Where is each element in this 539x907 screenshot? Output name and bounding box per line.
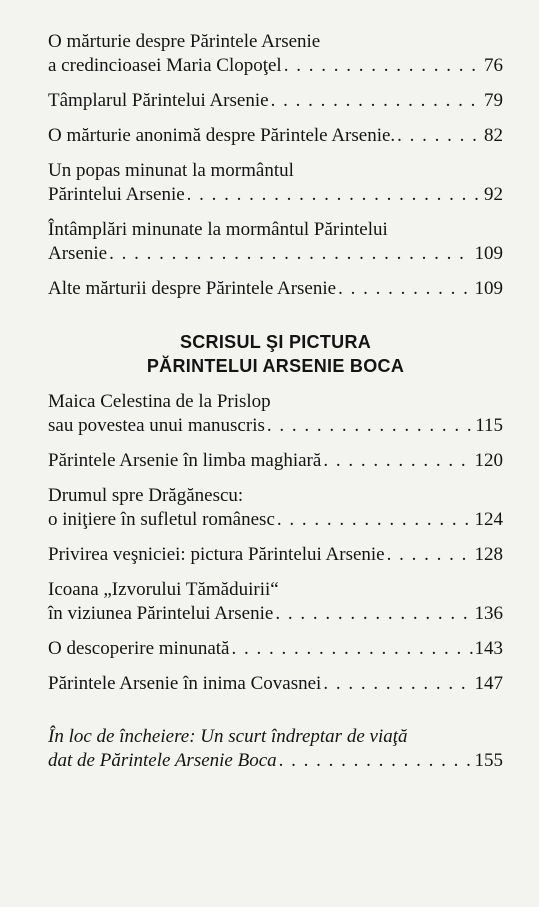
page-number: 124 [474, 509, 503, 530]
page-number: 136 [474, 603, 503, 624]
toc-entry [48, 218, 503, 266]
page-number: 143 [474, 638, 503, 659]
toc-entry [48, 390, 503, 438]
toc-entry [48, 89, 503, 113]
dot-leader [231, 637, 472, 661]
dot-leader [338, 277, 472, 301]
dot-leader [267, 414, 473, 438]
dot-leader [323, 449, 472, 473]
toc-entry-title-line: O descoperire minunată [48, 638, 230, 659]
toc-entry [48, 672, 503, 696]
toc-entry [48, 30, 503, 78]
dot-leader [323, 672, 472, 696]
toc-entry [48, 543, 503, 567]
toc-entry-closing [48, 725, 503, 773]
toc-entry-title-line: Alte mărturii despre Părintele Arsenie [48, 278, 337, 299]
page-number: 92 [484, 184, 503, 205]
toc-entry-title-line: Privirea veşniciei: pictura Părintelui Arsenie [48, 544, 385, 565]
dot-leader [277, 508, 473, 532]
toc-entry-title-line: Părintele Arsenie în inima Covasnei [48, 673, 322, 694]
toc-entry [48, 637, 503, 661]
toc-entry-title-line: o iniţiere în sufletul românesc [48, 509, 275, 530]
section-heading [48, 330, 503, 378]
toc-entry-title-line: Întâmplări minunate la mormântul Părintelui [48, 219, 388, 240]
toc-entry [48, 277, 503, 301]
toc-entry-title-line: Un popas minunat la mormântul [48, 160, 294, 181]
page-number: 147 [474, 673, 503, 694]
toc-entry [48, 159, 503, 207]
page-number: 109 [474, 278, 503, 299]
toc-entry [48, 449, 503, 473]
toc-entry-title-line: Părintelui Arsenie [48, 184, 185, 205]
page-number: 155 [474, 750, 503, 771]
page-number: 115 [475, 415, 503, 436]
toc-entry-title-line: O mărturie despre Părintele Arsenie [48, 31, 321, 52]
toc-entry-title-line: O mărturie anonimă despre Părintele Arsenie. [48, 125, 396, 146]
dot-leader [279, 749, 473, 773]
section-heading-line: PĂRINTELUI ARSENIE BOCA [146, 356, 405, 376]
toc-entry [48, 124, 503, 148]
page-number: 128 [474, 544, 503, 565]
toc-entry-title-line: a credincioasei Maria Clopoţel [48, 55, 282, 76]
toc-entry [48, 484, 503, 532]
toc-entry-title-line: Arsenie [48, 243, 108, 264]
toc-entry-title-line: În loc de încheiere: Un scurt îndreptar de viaţă [48, 726, 408, 747]
toc-entry-title-line: sau povestea unui manuscris [48, 415, 265, 436]
toc-entry-title-line: dat de Părintele Arsenie Boca [48, 750, 277, 771]
toc-entry-title-line: Maica Celestina de la Prislop [48, 391, 271, 412]
toc-entry-title-line: Icoana „Izvorului Tămăduirii“ [48, 579, 279, 600]
toc-entry-title-line: Tâmplarul Părintelui Arsenie [48, 90, 269, 111]
toc-entry [48, 578, 503, 626]
table-of-contents [48, 30, 503, 773]
dot-leader [387, 543, 473, 567]
page-number: 109 [474, 243, 503, 264]
toc-entry-title-line: în viziunea Părintelui Arsenie [48, 603, 274, 624]
section-heading-line: SCRISUL ŞI PICTURA [179, 332, 372, 352]
toc-entry-title-line: Drumul spre Drăgănescu: [48, 485, 244, 506]
dot-leader [275, 602, 472, 626]
dot-leader [397, 124, 482, 148]
page-number: 76 [484, 55, 503, 76]
page-number: 82 [484, 125, 503, 146]
dot-leader [271, 89, 482, 113]
page-number: 79 [484, 90, 503, 111]
dot-leader [109, 242, 472, 266]
toc-entry-title-line: Părintele Arsenie în limba maghiară [48, 450, 322, 471]
dot-leader [187, 183, 482, 207]
page-number: 120 [474, 450, 503, 471]
dot-leader [284, 54, 482, 78]
